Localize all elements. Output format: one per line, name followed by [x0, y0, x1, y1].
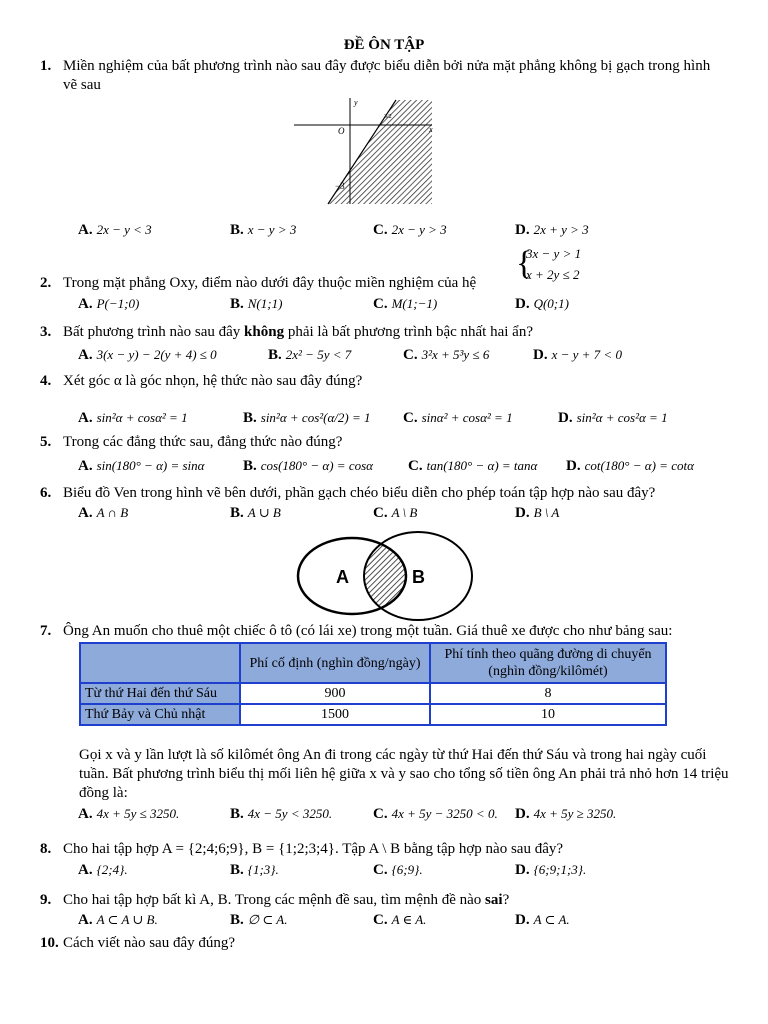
option-c[interactable]: C. M(1;−1) [373, 296, 438, 312]
option-a[interactable]: A. 3(x − y) − 2(y + 4) ≤ 0 [78, 347, 217, 363]
option-d[interactable]: D. 2x + y > 3 [515, 222, 589, 238]
question-number: 3. [40, 324, 52, 340]
y-axis-label: y [354, 98, 358, 107]
question-number: 10. [40, 935, 59, 951]
question-number: 9. [40, 892, 52, 908]
option-d[interactable]: D. 4x + 5y ≥ 3250. [515, 806, 617, 822]
table-cell: 900 [240, 683, 430, 704]
answer-options [78, 347, 748, 369]
answer-options [78, 222, 748, 244]
option-b[interactable]: B. 4x − 5y < 3250. [230, 806, 333, 822]
answer-options [78, 458, 748, 480]
table-cell: 8 [430, 683, 666, 704]
question-text: Xét góc α là góc nhọn, hệ thức nào sau đây đúng? [63, 373, 363, 389]
x-axis-label: x [429, 125, 433, 134]
question-text: Bất phương trình nào sau đây không phải là bất phương trình bậc nhất hai ẩn? [63, 324, 533, 340]
system-line-2: x + 2y ≤ 2 [526, 267, 580, 282]
option-d[interactable]: D. B \ A [515, 505, 560, 521]
option-c[interactable]: C. tan(180° − α) = tanα [408, 458, 538, 474]
page-title: ĐỀ ÔN TẬP [343, 37, 425, 53]
answer-options [78, 296, 748, 318]
answer-options [78, 912, 748, 934]
option-b[interactable]: B. A ∪ B [230, 505, 281, 521]
option-b[interactable]: B. cos(180° − α) = cosα [243, 458, 373, 474]
question-2 [40, 274, 730, 294]
option-a[interactable]: A. sin²α + cosα² = 1 [78, 410, 188, 426]
question-text: Cách viết nào sau đây đúng? [63, 935, 236, 951]
table-row [80, 683, 666, 704]
option-d[interactable]: D. Q(0;1) [515, 296, 569, 312]
question-1 [40, 57, 730, 97]
option-a[interactable]: A. 4x + 5y ≤ 3250. [78, 806, 180, 822]
question-number: 8. [40, 841, 52, 857]
table-cell: 10 [430, 704, 666, 725]
question-number: 6. [40, 485, 52, 501]
option-b[interactable]: B. ∅ ⊂ A. [230, 912, 288, 928]
rental-fee-table [79, 642, 667, 726]
option-d[interactable]: D. x − y + 7 < 0 [533, 347, 622, 363]
question-text: Ông An muốn cho thuê một chiếc ô tô (có lái xe) trong một tuần. Giá thuê xe được cho như bảng sau: [63, 623, 673, 639]
question-text: Cho hai tập hợp bất kì A, B. Trong các mệnh đề sau, tìm mệnh đề nào sai? [63, 892, 510, 908]
question-4 [40, 372, 730, 392]
answer-options [78, 410, 748, 432]
x-intercept-label: 3/2 [384, 114, 392, 120]
option-d[interactable]: D. sin²α + cos²α = 1 [558, 410, 668, 426]
question-7-detail: Gọi x và y lần lượt là số kilômét ông An đi trong các ngày từ thứ Hai đến thứ Sáu và trong hai ngày cuối tuần. Bất phương trình biểu thị mối liên hệ giữa x và y sao cho tổng số tiền ông An phải trả nhỏ hơn 14 triệu đồng là: [79, 747, 729, 801]
question-text: Trong các đẳng thức sau, đẳng thức nào đúng? [63, 434, 343, 450]
question-9 [40, 891, 730, 911]
option-c[interactable]: C. 4x + 5y − 3250 < 0. [373, 806, 498, 822]
option-d[interactable]: D. {6;9;1;3}. [515, 862, 587, 878]
question-8 [40, 840, 730, 860]
inequality-system: { 3x − y > 1 x + 2y ≤ 2 [516, 245, 582, 282]
option-a[interactable]: A. P(−1;0) [78, 296, 140, 312]
question-number: 5. [40, 434, 52, 450]
answer-options [78, 862, 748, 884]
question-number: 7. [40, 623, 52, 639]
question-text: Miền nghiệm của bất phương trình nào sau đây được biểu diễn bởi nửa mặt phẳng không bị gạch trong hình vẽ sau [63, 58, 711, 93]
answer-options [78, 505, 748, 527]
question-number: 1. [40, 58, 52, 74]
question-3 [40, 323, 730, 343]
question-number: 2. [40, 275, 52, 291]
answer-options [78, 806, 748, 828]
option-a[interactable]: A. A ∩ B [78, 505, 129, 521]
origin-label: O [338, 126, 345, 136]
table-cell: 1500 [240, 704, 430, 725]
system-line-1: 3x − y > 1 [526, 246, 582, 261]
question-text: Biểu đồ Ven trong hình vẽ bên dưới, phần gạch chéo biểu diễn cho phép toán tập hợp nào sau đây? [63, 485, 656, 501]
option-a[interactable]: A. sin(180° − α) = sinα [78, 458, 205, 474]
question-number: 4. [40, 373, 52, 389]
option-b[interactable]: B. N(1;1) [230, 296, 283, 312]
half-plane-graph [292, 94, 442, 206]
table-row [80, 704, 666, 725]
table-header-cell: Phí cố định (nghìn đồng/ngày) [240, 643, 430, 683]
option-b[interactable]: B. {1;3}. [230, 862, 279, 878]
question-7 [40, 622, 730, 642]
option-a[interactable]: A. A ⊂ A ∪ B. [78, 912, 158, 928]
question-6 [40, 484, 730, 504]
table-row-label: Từ thứ Hai đến thứ Sáu [80, 683, 240, 704]
option-d[interactable]: D. A ⊂ A. [515, 912, 570, 928]
question-text: Trong mặt phẳng Oxy, điểm nào dưới đây thuộc miền nghiệm của hệ [63, 275, 477, 291]
set-b-label: B [412, 567, 425, 587]
option-c[interactable]: C. A \ B [373, 505, 418, 521]
question-10 [40, 934, 730, 954]
option-a[interactable]: A. {2;4}. [78, 862, 128, 878]
option-b[interactable]: B. sin²α + cos²(α/2) = 1 [243, 410, 371, 426]
y-intercept-label: −3 [335, 181, 345, 191]
option-c[interactable]: C. 2x − y > 3 [373, 222, 447, 238]
option-d[interactable]: D. cot(180° − α) = cotα [566, 458, 694, 474]
option-a[interactable]: A. 2x − y < 3 [78, 222, 152, 238]
option-c[interactable]: C. A ∈ A. [373, 912, 427, 928]
option-c[interactable]: C. {6;9}. [373, 862, 423, 878]
option-c[interactable]: C. 3²x + 5³y ≤ 6 [403, 347, 490, 363]
table-header-cell: Phí tính theo quãng đường di chuyển (nghìn đồng/kilômét) [430, 643, 666, 683]
table-header-row [80, 643, 666, 683]
option-c[interactable]: C. sinα² + cosα² = 1 [403, 410, 513, 426]
option-b[interactable]: B. 2x² − 5y < 7 [268, 347, 352, 363]
set-a-label: A [336, 567, 349, 587]
question-text: Cho hai tập hợp A = {2;4;6;9}, B = {1;2;3;4}. Tập A \ B bằng tập hợp nào sau đây? [63, 841, 564, 857]
venn-diagram [292, 528, 480, 628]
question-5 [40, 433, 730, 453]
table-row-label: Thứ Bảy và Chủ nhật [80, 704, 240, 725]
option-b[interactable]: B. x − y > 3 [230, 222, 297, 238]
